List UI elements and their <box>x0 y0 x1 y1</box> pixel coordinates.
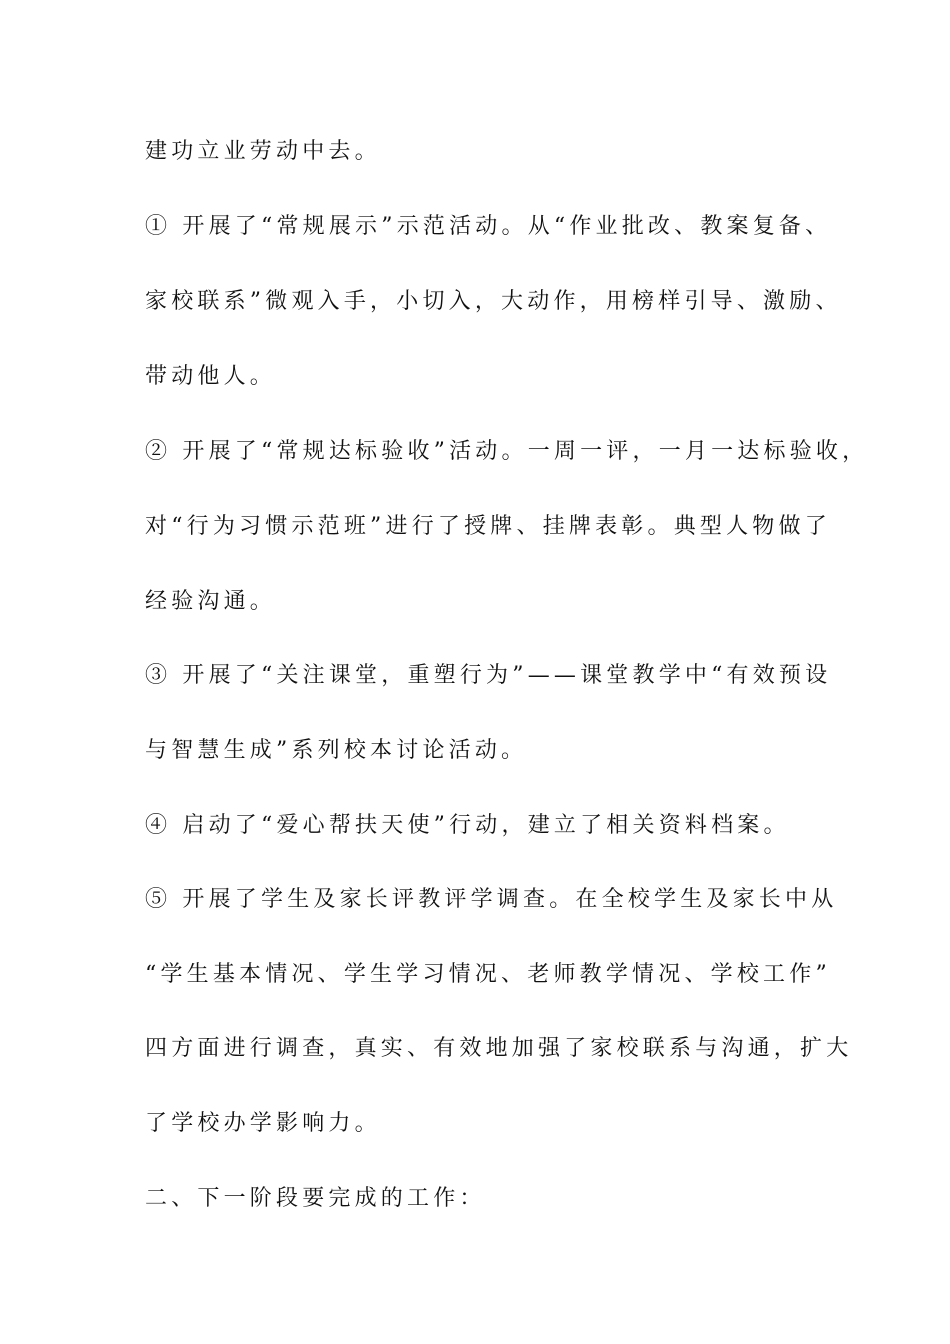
section-heading: 二、下一阶段要完成的工作： <box>145 1186 486 1211</box>
paragraph-line: ③ 开展了“关注课堂，重塑行为”——课堂教学中“有效预设 <box>145 663 832 688</box>
paragraph-line: ② 开展了“常规达标验收”活动。一周一评，一月一达标验收， <box>145 439 869 464</box>
paragraph-line: “学生基本情况、学生学习情况、老师教学情况、学校工作” <box>145 962 831 987</box>
paragraph-line: 带动他人。 <box>145 364 277 389</box>
paragraph-line: ⑤ 开展了学生及家长评教评学调查。在全校学生及家长中从 <box>145 887 838 912</box>
paragraph-line: ① 开展了“常规展示”示范活动。从“作业批改、教案复备、 <box>145 214 832 239</box>
paragraph-line: ④ 启动了“爱心帮扶天使”行动，建立了相关资料档案。 <box>145 813 790 838</box>
paragraph-line: 经验沟通。 <box>145 589 277 614</box>
paragraph-line: 家校联系”微观入手，小切入，大动作，用榜样引导、激励、 <box>145 289 842 314</box>
paragraph-line: 四方面进行调查，真实、有效地加强了家校联系与沟通，扩大 <box>145 1036 853 1061</box>
paragraph-line: 与智慧生成”系列校本讨论活动。 <box>145 738 528 763</box>
paragraph-line: 了学校办学影响力。 <box>145 1111 381 1136</box>
paragraph-line: 对“行为习惯示范班”进行了授牌、挂牌表彰。典型人物做了 <box>145 514 831 539</box>
paragraph-line: 建功立业劳动中去。 <box>145 139 381 164</box>
